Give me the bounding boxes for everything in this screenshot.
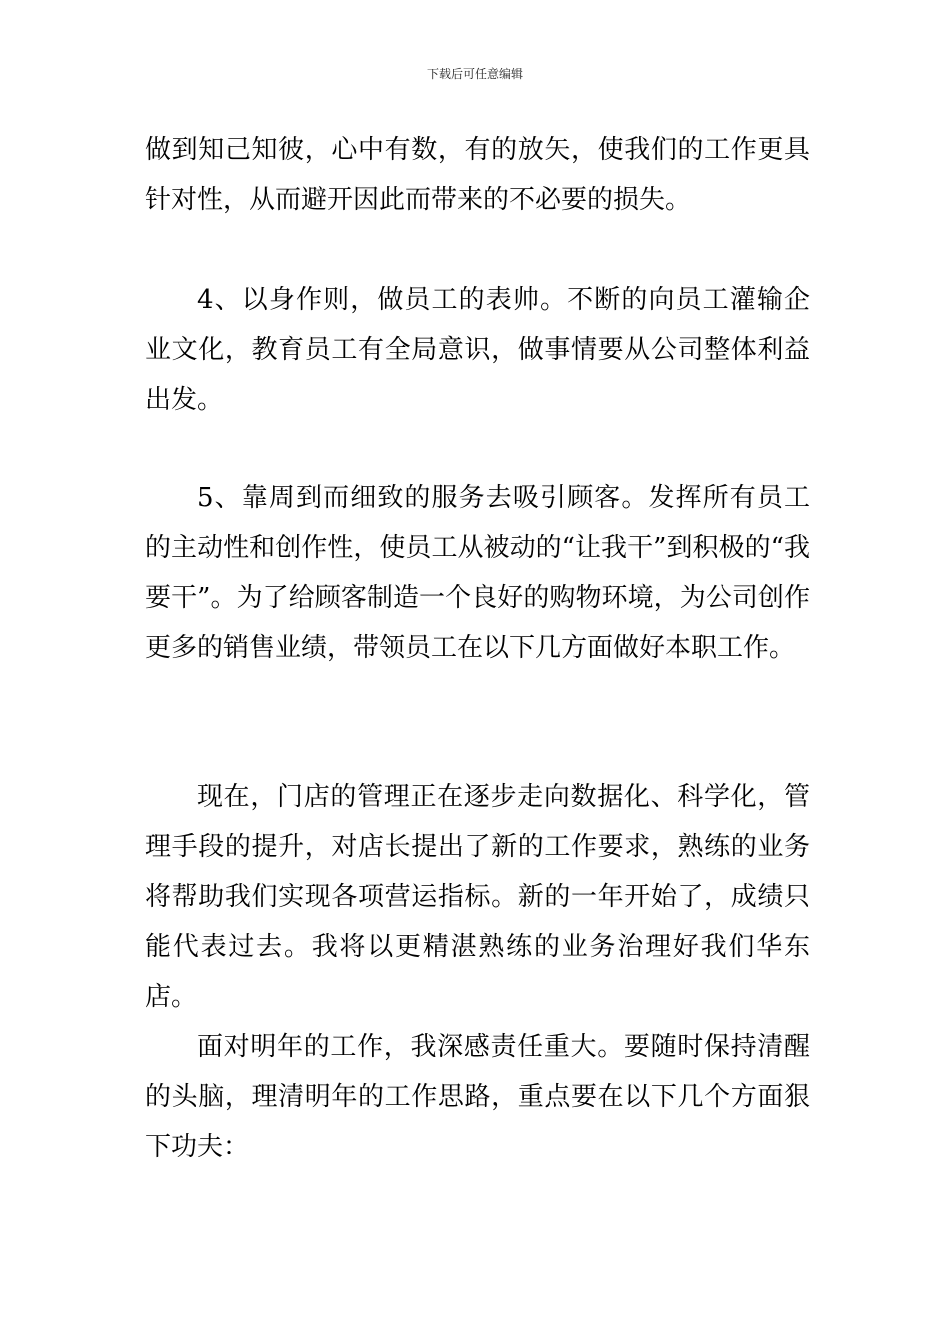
paragraph-next-year: 面对明年的工作，我深感责任重大。要随时保持清醒的头脑，理清明年的工作思路，重点要在以下几个方面狠下功夫： (145, 1032, 810, 1162)
header-note: 下载后可任意编辑 (426, 67, 523, 81)
paragraph-item-5: 5、靠周到而细致的服务去吸引顾客。发挥所有员工的主动性和创作性，使员工从被动的“让我干”到积极的“我要干”。为了给顾客制造一个良好的购物环境，为公司创作更多的销售业绩，带领员工在以下几方面做好本职工作。 (145, 483, 810, 663)
paragraph-continuation: 做到知己知彼，心中有数，有的放矢，使我们的工作更具针对性，从而避开因此而带来的不必要的损失。 (145, 135, 810, 215)
paragraph-item-4: 4、以身作则，做员工的表帅。不断的向员工灌输企业文化，教育员工有全局意识，做事情要从公司整体利益出发。 (145, 285, 810, 415)
paragraph-management: 现在，门店的管理正在逐步走向数据化、科学化，管理手段的提升，对店长提出了新的工作要求，熟练的业务将帮助我们实现各项营运指标。新的一年开始了，成绩只能代表过去。我将以更精湛熟练的业务治理好我们华东店。 (145, 782, 810, 1012)
